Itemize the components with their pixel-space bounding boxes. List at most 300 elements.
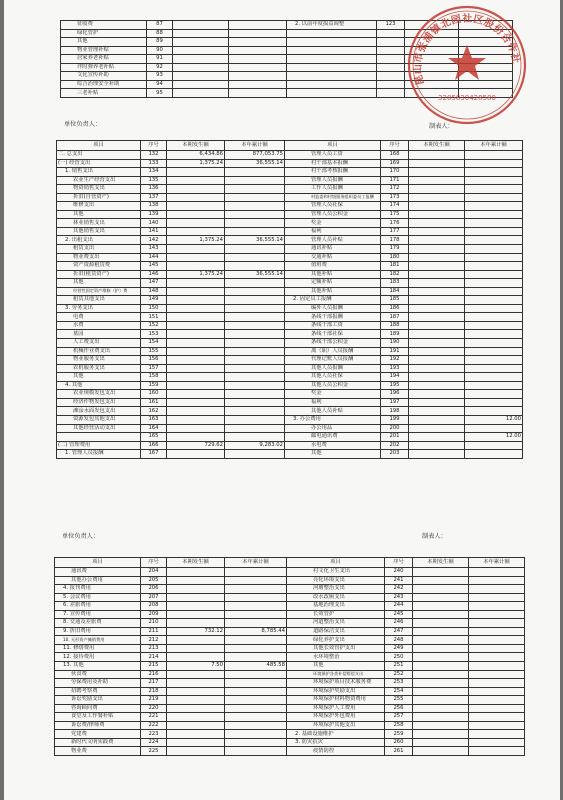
row-number: 218 [141, 687, 167, 696]
period-amount [167, 644, 225, 653]
period-amount [167, 210, 225, 219]
column-header: 项目 [287, 558, 385, 568]
row-number: 134 [141, 168, 167, 177]
row-number: 178 [381, 236, 409, 245]
row-number: 209 [141, 610, 167, 619]
row-number: 151 [141, 313, 167, 322]
row-number: 91 [147, 55, 173, 64]
row-number: 154 [141, 339, 167, 348]
table-row [57, 356, 523, 365]
ytd-amount [225, 450, 285, 459]
item-label: 食堂及工作餐补贴 [55, 713, 141, 722]
table-row [55, 662, 525, 671]
period-amount [173, 89, 229, 98]
table-row [57, 424, 523, 433]
period-amount [413, 644, 469, 653]
table-row [57, 287, 523, 296]
table-row [57, 245, 523, 254]
row-number: 184 [381, 287, 409, 296]
ytd-amount [465, 321, 523, 330]
item-label: 交通补贴 [285, 253, 381, 262]
row-number: 249 [385, 644, 413, 653]
item-label: 10. 无形资产摊销费用 [55, 636, 141, 645]
item-label: 其他办公费用 [55, 576, 141, 585]
item-label: 其他人员社保 [285, 373, 381, 382]
row-number: 261 [385, 747, 413, 756]
table-row [57, 185, 523, 194]
table-row [55, 696, 525, 705]
ytd-amount [225, 287, 285, 296]
row-number: 168 [381, 151, 409, 160]
item-label: 12. 接待费用 [55, 653, 141, 662]
ytd-amount [469, 568, 525, 577]
row-number: 187 [381, 313, 409, 322]
row-number: 159 [141, 381, 167, 390]
item-label: 奖金 [285, 390, 381, 399]
period-amount [167, 653, 225, 662]
table-row [55, 738, 525, 747]
item-label: 二. 总支出 [57, 151, 141, 160]
row-number: 175 [381, 210, 409, 219]
ytd-amount [225, 644, 287, 653]
period-amount [167, 704, 225, 713]
header-row [55, 558, 525, 568]
row-number: 245 [385, 610, 413, 619]
row-number: 241 [385, 576, 413, 585]
row-number [377, 80, 405, 89]
ytd-amount [465, 398, 523, 407]
table-row [57, 364, 523, 373]
period-amount [409, 185, 465, 194]
item-label: 1. 销售支出 [57, 168, 141, 177]
item-label: 其他 [287, 662, 385, 671]
period-amount [167, 168, 225, 177]
ytd-amount [465, 347, 523, 356]
period-amount [409, 390, 465, 399]
period-amount [167, 687, 225, 696]
row-number: 160 [141, 390, 167, 399]
ytd-amount [465, 304, 523, 313]
period-amount [167, 670, 225, 679]
ytd-amount [225, 279, 285, 288]
table-row [55, 568, 525, 577]
item-label: 资产资源租赁费 [57, 262, 141, 271]
column-header: 序号 [141, 141, 167, 151]
row-number: 167 [141, 450, 167, 459]
row-number: 186 [381, 304, 409, 313]
item-label: 管理人员社保 [285, 202, 381, 211]
period-amount [409, 262, 465, 271]
item-label: 2. 出租支出 [57, 236, 141, 245]
item-label: 5. 会议费用 [55, 593, 141, 602]
item-label: 物业费支出 [57, 253, 141, 262]
period-amount [413, 696, 469, 705]
item-label: 新时代文明实践费 [55, 738, 141, 747]
table-row [55, 619, 525, 628]
ytd-amount: 36,555.14 [225, 270, 285, 279]
ytd-amount [469, 610, 525, 619]
ytd-amount [465, 279, 523, 288]
ytd-amount [229, 55, 287, 64]
period-amount [409, 347, 465, 356]
ytd-amount [225, 227, 285, 236]
ytd-amount: 36,555.14 [225, 159, 285, 168]
item-label: 条线干部公积金 [285, 339, 381, 348]
item-label: 疫情防控 [287, 747, 385, 756]
table-row [57, 168, 523, 177]
item-label: 诉讼奖励支出 [55, 696, 141, 705]
ytd-amount [225, 730, 287, 739]
ytd-amount [225, 747, 287, 756]
item-label: 9. 折旧费用 [55, 627, 141, 636]
ytd-amount [465, 168, 523, 177]
row-number: 210 [141, 619, 167, 628]
item-label: 河道整治支出 [287, 619, 385, 628]
item-label: 3. 劳务支出 [57, 304, 141, 313]
row-number: 133 [141, 159, 167, 168]
period-amount [413, 619, 469, 628]
row-number: 246 [385, 619, 413, 628]
item-label: 环境保护项目技术服务费 [287, 679, 385, 688]
item-label: 奖金 [285, 219, 381, 228]
row-number: 153 [141, 330, 167, 339]
item-label: 水电费 [285, 441, 381, 450]
table-row [55, 653, 525, 662]
table-row [57, 373, 523, 382]
item-label: 综合治理安全补助 [61, 80, 147, 89]
ytd-amount [465, 364, 523, 373]
seal-text: 昆山市张浦镇北园社区股份合作社 [412, 13, 522, 87]
ytd-amount [225, 321, 285, 330]
period-amount [167, 202, 225, 211]
ytd-amount [225, 704, 287, 713]
ytd-amount [465, 219, 523, 228]
row-number: 139 [141, 210, 167, 219]
period-amount [413, 721, 469, 730]
unit-head-label: 单位负责人： [62, 533, 100, 540]
item-label: 其他 [61, 38, 147, 47]
period-amount [167, 415, 225, 424]
item-label: 水环境整治 [287, 653, 385, 662]
ytd-amount [225, 339, 285, 348]
company-seal [402, 0, 532, 130]
item-label: 邮电通讯费 [285, 433, 381, 442]
ytd-amount [225, 653, 287, 662]
row-number: 260 [385, 738, 413, 747]
period-amount [167, 747, 225, 756]
row-number: 208 [141, 602, 167, 611]
period-amount [409, 270, 465, 279]
expense-table-bottom [54, 557, 525, 756]
table-row [55, 704, 525, 713]
period-amount [173, 29, 229, 38]
ytd-amount [229, 89, 287, 98]
period-amount [167, 193, 225, 202]
row-number: 221 [141, 713, 167, 722]
row-number [377, 89, 405, 98]
period-amount [167, 176, 225, 185]
row-number: 243 [385, 593, 413, 602]
row-number: 176 [381, 219, 409, 228]
period-amount [167, 347, 225, 356]
row-number: 194 [381, 373, 409, 382]
item-label: 其他 [57, 279, 141, 288]
row-number: 254 [385, 687, 413, 696]
ytd-amount [465, 262, 523, 271]
period-amount: 732.12 [167, 627, 225, 636]
table-row [55, 721, 525, 730]
row-number: 87 [147, 21, 173, 30]
ytd-amount [469, 593, 525, 602]
row-number: 202 [381, 441, 409, 450]
row-number: 163 [141, 415, 167, 424]
period-amount [413, 670, 469, 679]
table-row [57, 433, 523, 442]
period-amount [167, 279, 225, 288]
item-label: 2. 以前年度损益调整 [287, 21, 377, 30]
period-amount [409, 168, 465, 177]
row-number: 200 [381, 424, 409, 433]
item-label: 13. 其他 [55, 662, 141, 671]
row-number: 256 [385, 704, 413, 713]
ytd-amount: 12.00 [465, 415, 523, 424]
period-amount [413, 627, 469, 636]
row-number: 244 [385, 602, 413, 611]
period-amount [167, 730, 225, 739]
row-number: 173 [381, 193, 409, 202]
item-label [287, 29, 377, 38]
table-row [55, 747, 525, 756]
item-label: 道路保洁支出 [287, 627, 385, 636]
period-amount [409, 356, 465, 365]
period-amount [167, 619, 225, 628]
item-label: 其他 [285, 450, 381, 459]
period-amount [167, 738, 225, 747]
row-number: 90 [147, 46, 173, 55]
item-label: 4. 报刊费用 [55, 585, 141, 594]
period-amount [167, 287, 225, 296]
ytd-amount [225, 185, 285, 194]
item-label: 折旧(租赁资产) [57, 270, 141, 279]
ytd-amount [469, 585, 525, 594]
ytd-amount [465, 390, 523, 399]
row-number: 189 [381, 330, 409, 339]
row-number: 93 [147, 72, 173, 81]
item-label: 物业管理补贴 [61, 46, 147, 55]
period-amount [167, 339, 225, 348]
period-amount [167, 356, 225, 365]
column-header: 本年累计额 [225, 141, 285, 151]
ytd-amount [225, 381, 285, 390]
row-number: 146 [141, 270, 167, 279]
ytd-amount [229, 29, 287, 38]
period-amount [413, 602, 469, 611]
row-number: 150 [141, 304, 167, 313]
row-number: 224 [141, 738, 167, 747]
ytd-amount [469, 576, 525, 585]
period-amount [167, 313, 225, 322]
period-amount [167, 602, 225, 611]
row-number: 247 [385, 627, 413, 636]
row-number [377, 29, 405, 38]
item-label: 1. 管理人员报酬 [57, 450, 141, 459]
row-number: 248 [385, 636, 413, 645]
item-label: 河塘整治支出 [287, 585, 385, 594]
item-label: 11. 修缮费用 [55, 644, 141, 653]
row-number: 259 [385, 730, 413, 739]
row-number: 179 [381, 245, 409, 254]
period-amount [167, 390, 225, 399]
table-row [55, 585, 525, 594]
item-label: 通讯费 [55, 568, 141, 577]
ytd-amount [225, 593, 287, 602]
ytd-amount [469, 687, 525, 696]
row-number: 148 [141, 287, 167, 296]
row-number: 138 [141, 202, 167, 211]
period-amount [409, 433, 465, 442]
column-header: 项目 [57, 141, 141, 151]
ytd-amount [225, 356, 285, 365]
ytd-amount [225, 696, 287, 705]
ytd-amount [225, 619, 287, 628]
ytd-amount [469, 679, 525, 688]
table-row [55, 687, 525, 696]
item-label: 条线干部社保 [285, 330, 381, 339]
period-amount [409, 407, 465, 416]
period-amount [409, 313, 465, 322]
row-number: 161 [141, 398, 167, 407]
row-number: 135 [141, 176, 167, 185]
ytd-amount [465, 193, 523, 202]
period-amount [167, 679, 225, 688]
ytd-amount [225, 602, 287, 611]
column-header: 本年累计额 [469, 558, 525, 568]
item-label: 招聘考察费 [55, 687, 141, 696]
ytd-amount [465, 424, 523, 433]
row-number: 182 [381, 270, 409, 279]
table-row [55, 636, 525, 645]
item-label: 滩涂水面发包支出 [57, 407, 141, 416]
ytd-amount [225, 424, 285, 433]
table-row [55, 730, 525, 739]
period-amount [413, 593, 469, 602]
item-label [287, 80, 377, 89]
ytd-amount [465, 450, 523, 459]
row-number: 170 [381, 168, 409, 177]
ytd-amount [469, 704, 525, 713]
period-amount [409, 373, 465, 382]
item-label: 文化宣传补助 [61, 72, 147, 81]
ytd-amount [469, 627, 525, 636]
row-number: 205 [141, 576, 167, 585]
period-amount [409, 424, 465, 433]
ytd-amount [465, 287, 523, 296]
row-number: 198 [381, 407, 409, 416]
item-label: 物资销售支出 [57, 185, 141, 194]
ytd-amount [225, 202, 285, 211]
period-amount [409, 398, 465, 407]
item-label: 4. 其他 [57, 381, 141, 390]
ytd-amount [229, 46, 287, 55]
ytd-amount [465, 407, 523, 416]
row-number: 207 [141, 593, 167, 602]
row-number: 180 [381, 253, 409, 262]
period-amount: 729.62 [167, 441, 225, 450]
ytd-amount [465, 296, 523, 305]
ytd-amount: 9,283.02 [225, 441, 285, 450]
row-number: 201 [381, 433, 409, 442]
ytd-amount: 36,555.14 [225, 236, 285, 245]
item-label: 代理记账人员报酬 [285, 356, 381, 365]
ytd-amount [465, 381, 523, 390]
row-number: 252 [385, 670, 413, 679]
item-label: 环境保护外包费用 [287, 713, 385, 722]
column-header: 本期发生额 [167, 558, 225, 568]
row-number: 257 [385, 713, 413, 722]
table-row [55, 679, 525, 688]
row-number: 217 [141, 679, 167, 688]
period-amount [409, 287, 465, 296]
table-row [57, 304, 523, 313]
row-number [377, 63, 405, 72]
item-label: 其他 [57, 373, 141, 382]
table-row [55, 627, 525, 636]
period-amount [167, 433, 225, 442]
period-amount [167, 373, 225, 382]
ytd-amount [225, 245, 285, 254]
item-label: 管理人员公积金 [285, 210, 381, 219]
period-amount [173, 72, 229, 81]
period-amount [409, 441, 465, 450]
item-label: 3. 办公费用 [285, 415, 381, 424]
row-number: 123 [377, 21, 405, 30]
table-row [57, 330, 523, 339]
row-number: 212 [141, 636, 167, 645]
item-label: 2. 固定员工报酬 [285, 296, 381, 305]
row-number: 225 [141, 747, 167, 756]
row-number: 143 [141, 245, 167, 254]
item-label: 资源发包其他支出 [57, 415, 141, 424]
row-number: 137 [141, 193, 167, 202]
period-amount [409, 245, 465, 254]
item-label: 条线干部工资 [285, 321, 381, 330]
item-label: 维修支出 [57, 202, 141, 211]
period-amount: 6,434.86 [167, 151, 225, 160]
ytd-amount [465, 151, 523, 160]
ytd-amount [225, 364, 285, 373]
row-number [377, 72, 405, 81]
row-number: 164 [141, 424, 167, 433]
ytd-amount [465, 236, 523, 245]
item-label: 其他销售支出 [57, 227, 141, 236]
table-row [57, 279, 523, 288]
item-label: 长效管护 [287, 610, 385, 619]
period-amount [413, 704, 469, 713]
item-label: 其他 [57, 210, 141, 219]
item-label: 征收费 [61, 21, 147, 30]
star-icon [448, 45, 486, 80]
period-amount [409, 330, 465, 339]
column-header: 本年累计额 [465, 141, 523, 151]
period-amount [409, 253, 465, 262]
row-number: 132 [141, 151, 167, 160]
row-number: 191 [381, 347, 409, 356]
row-number: 211 [141, 627, 167, 636]
ytd-amount [225, 415, 285, 424]
item-label: 电费 [57, 313, 141, 322]
item-label: 7. 宣传费用 [55, 610, 141, 619]
ytd-amount [225, 687, 287, 696]
